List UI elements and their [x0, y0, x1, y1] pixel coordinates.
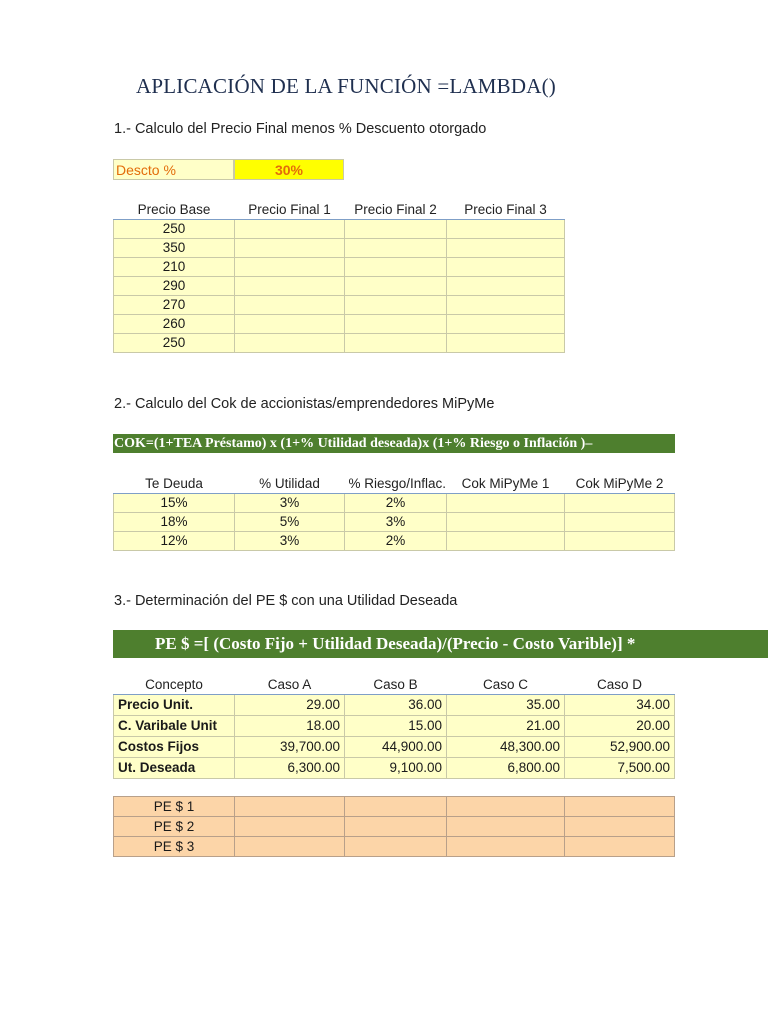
price-table: [113, 201, 565, 353]
table-row: [114, 737, 675, 758]
table-row: [114, 220, 565, 239]
caso-d-cell[interactable]: 20.00: [565, 716, 675, 737]
cok-2-cell[interactable]: [565, 532, 675, 551]
precio-base-cell[interactable]: 260: [114, 315, 235, 334]
cases-table: [113, 676, 675, 779]
caso-a-cell[interactable]: 6,300.00: [235, 758, 345, 779]
header-cok-2: Cok MiPyMe 2: [565, 475, 675, 494]
precio-final-1-cell[interactable]: [235, 277, 345, 296]
pe-results-table: [113, 796, 675, 857]
caso-b-cell[interactable]: 15.00: [345, 716, 447, 737]
caso-d-cell[interactable]: 7,500.00: [565, 758, 675, 779]
price-table-header: [114, 201, 565, 220]
pe-caso-d-cell[interactable]: [565, 817, 675, 837]
precio-final-3-cell[interactable]: [447, 315, 565, 334]
section2-heading: 2.- Calculo del Cok de accionistas/emprendedores MiPyMe: [114, 396, 495, 412]
caso-c-cell[interactable]: 35.00: [447, 695, 565, 716]
table-row: [114, 277, 565, 296]
pe-label-cell[interactable]: PE $ 2: [114, 817, 235, 837]
precio-final-3-cell[interactable]: [447, 277, 565, 296]
header-te-deuda: Te Deuda: [114, 475, 235, 494]
precio-final-1-cell[interactable]: [235, 315, 345, 334]
table-row: [114, 716, 675, 737]
caso-b-cell[interactable]: 9,100.00: [345, 758, 447, 779]
caso-c-cell[interactable]: 21.00: [447, 716, 565, 737]
pe-caso-a-cell[interactable]: [235, 817, 345, 837]
te-deuda-cell[interactable]: 12%: [114, 532, 235, 551]
precio-base-cell[interactable]: 250: [114, 220, 235, 239]
table-row: [114, 758, 675, 779]
concepto-cell[interactable]: Precio Unit.: [114, 695, 235, 716]
precio-final-2-cell[interactable]: [345, 277, 447, 296]
cok-1-cell[interactable]: [447, 532, 565, 551]
page-title: APLICACIÓN DE LA FUNCIÓN =LAMBDA(): [136, 74, 556, 98]
pe-caso-b-cell[interactable]: [345, 797, 447, 817]
pe-caso-d-cell[interactable]: [565, 837, 675, 857]
section1-heading: 1.- Calculo del Precio Final menos % Descuento otorgado: [114, 121, 487, 137]
header-cok-1: Cok MiPyMe 1: [447, 475, 565, 494]
precio-final-2-cell[interactable]: [345, 315, 447, 334]
precio-base-cell[interactable]: 270: [114, 296, 235, 315]
precio-final-2-cell[interactable]: [345, 296, 447, 315]
precio-final-2-cell[interactable]: [345, 239, 447, 258]
header-riesgo: % Riesgo/Inflac.: [345, 475, 447, 494]
table-row: [114, 513, 675, 532]
riesgo-cell[interactable]: 2%: [345, 532, 447, 551]
table-row: [114, 817, 675, 837]
table-row: [114, 797, 675, 817]
pe-label-cell[interactable]: PE $ 3: [114, 837, 235, 857]
caso-a-cell[interactable]: 18.00: [235, 716, 345, 737]
cok-2-cell[interactable]: [565, 494, 675, 513]
table-row: [114, 258, 565, 277]
caso-d-cell[interactable]: 52,900.00: [565, 737, 675, 758]
precio-final-3-cell[interactable]: [447, 220, 565, 239]
precio-final-1-cell[interactable]: [235, 296, 345, 315]
cok-table: [113, 475, 675, 551]
header-precio-final-3: Precio Final 3: [447, 201, 565, 220]
pe-caso-b-cell[interactable]: [345, 817, 447, 837]
utilidad-cell[interactable]: 5%: [235, 513, 345, 532]
discount-value-cell[interactable]: 30%: [234, 159, 344, 180]
table-row: [114, 695, 675, 716]
precio-final-3-cell[interactable]: [447, 334, 565, 353]
precio-base-cell[interactable]: 210: [114, 258, 235, 277]
pe-caso-d-cell[interactable]: [565, 797, 675, 817]
pe-caso-c-cell[interactable]: [447, 797, 565, 817]
header-precio-base: Precio Base: [114, 201, 235, 220]
table-row: [114, 532, 675, 551]
precio-final-2-cell[interactable]: [345, 258, 447, 277]
pe-caso-c-cell[interactable]: [447, 837, 565, 857]
header-utilidad: % Utilidad: [235, 475, 345, 494]
header-concepto: Concepto: [114, 676, 235, 695]
precio-final-1-cell[interactable]: [235, 220, 345, 239]
table-row: [114, 239, 565, 258]
precio-final-2-cell[interactable]: [345, 334, 447, 353]
caso-a-cell[interactable]: 39,700.00: [235, 737, 345, 758]
header-precio-final-2: Precio Final 2: [345, 201, 447, 220]
pe-caso-a-cell[interactable]: [235, 797, 345, 817]
utilidad-cell[interactable]: 3%: [235, 532, 345, 551]
caso-b-cell[interactable]: 44,900.00: [345, 737, 447, 758]
concepto-cell[interactable]: C. Varibale Unit: [114, 716, 235, 737]
table-row: [114, 494, 675, 513]
precio-final-3-cell[interactable]: [447, 258, 565, 277]
section3-heading: 3.- Determinación del PE $ con una Utilidad Deseada: [114, 593, 458, 609]
caso-c-cell[interactable]: 6,800.00: [447, 758, 565, 779]
precio-final-1-cell[interactable]: [235, 258, 345, 277]
te-deuda-cell[interactable]: 15%: [114, 494, 235, 513]
caso-d-cell[interactable]: 34.00: [565, 695, 675, 716]
concepto-cell[interactable]: Costos Fijos: [114, 737, 235, 758]
table-row: [114, 315, 565, 334]
caso-c-cell[interactable]: 48,300.00: [447, 737, 565, 758]
utilidad-cell[interactable]: 3%: [235, 494, 345, 513]
header-precio-final-1: Precio Final 1: [235, 201, 345, 220]
table-row: [114, 296, 565, 315]
pe-caso-a-cell[interactable]: [235, 837, 345, 857]
table-row: [114, 334, 565, 353]
cok-1-cell[interactable]: [447, 494, 565, 513]
header-caso-c: Caso C: [447, 676, 565, 695]
pe-caso-c-cell[interactable]: [447, 817, 565, 837]
cok-1-cell[interactable]: [447, 513, 565, 532]
concepto-cell[interactable]: Ut. Deseada: [114, 758, 235, 779]
precio-final-3-cell[interactable]: [447, 239, 565, 258]
precio-base-cell[interactable]: 250: [114, 334, 235, 353]
riesgo-cell[interactable]: 3%: [345, 513, 447, 532]
header-caso-d: Caso D: [565, 676, 675, 695]
precio-final-2-cell[interactable]: [345, 220, 447, 239]
precio-base-cell[interactable]: 290: [114, 277, 235, 296]
precio-final-1-cell[interactable]: [235, 334, 345, 353]
pe-label-cell[interactable]: PE $ 1: [114, 797, 235, 817]
te-deuda-cell[interactable]: 18%: [114, 513, 235, 532]
header-caso-b: Caso B: [345, 676, 447, 695]
precio-final-1-cell[interactable]: [235, 239, 345, 258]
precio-final-3-cell[interactable]: [447, 296, 565, 315]
pe-caso-b-cell[interactable]: [345, 837, 447, 857]
cases-table-header: [114, 676, 675, 695]
cok-2-cell[interactable]: [565, 513, 675, 532]
caso-a-cell[interactable]: 29.00: [235, 695, 345, 716]
cok-formula-bar[interactable]: COK=(1+TEA Préstamo) x (1+% Utilidad deseada)x (1+% Riesgo o Inflación )–: [113, 434, 675, 453]
header-caso-a: Caso A: [235, 676, 345, 695]
precio-base-cell[interactable]: 350: [114, 239, 235, 258]
cok-table-header: [114, 475, 675, 494]
pe-formula-bar[interactable]: PE $ =[ (Costo Fijo + Utilidad Deseada)/(Precio - Costo Varible)] *: [113, 630, 768, 658]
riesgo-cell[interactable]: 2%: [345, 494, 447, 513]
caso-b-cell[interactable]: 36.00: [345, 695, 447, 716]
discount-label-cell[interactable]: Descto %: [113, 159, 234, 180]
table-row: [114, 837, 675, 857]
